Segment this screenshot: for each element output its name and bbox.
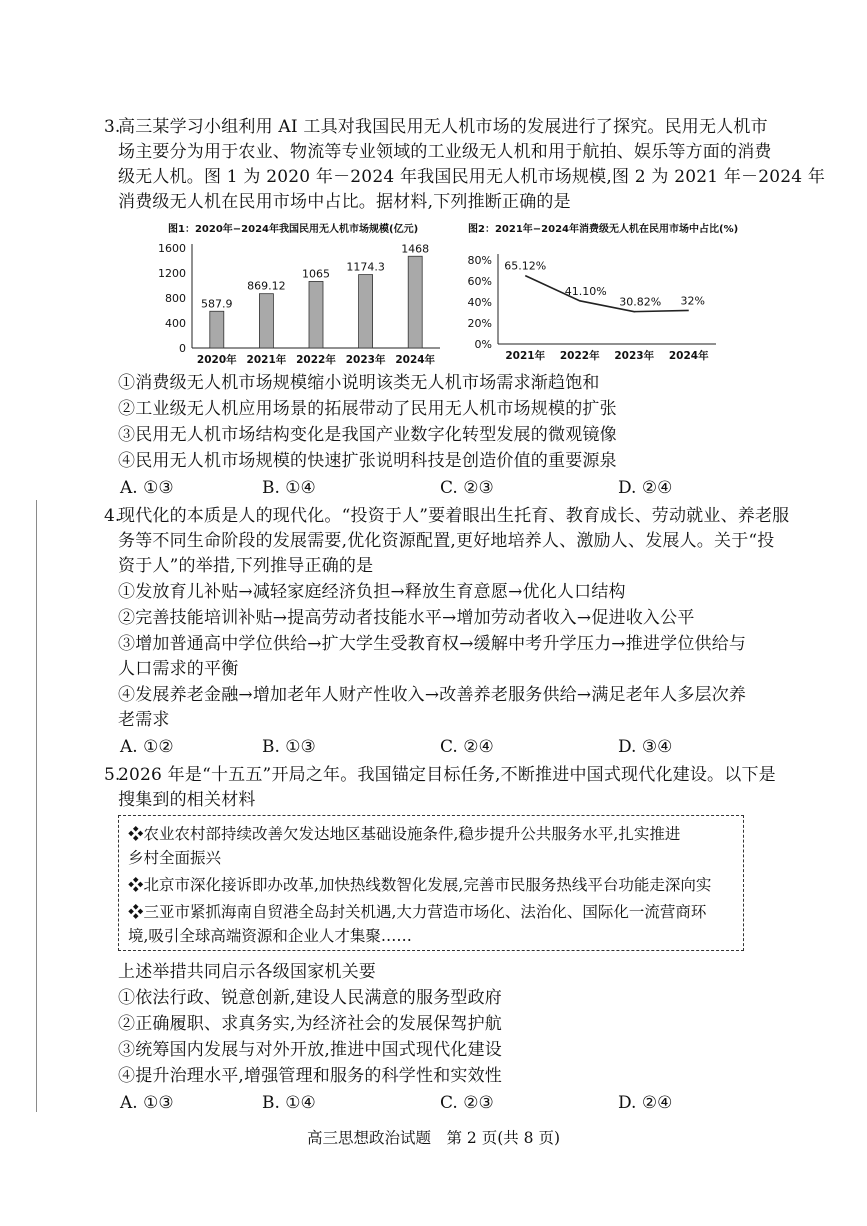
q4-item-4: ④发展养老金融→增加老年人财产性收入→改善养老服务供给→满足老年人多层次养 — [118, 685, 747, 705]
chart2-data-label: 41.10% — [564, 284, 607, 298]
question-5-number: 5. — [104, 765, 121, 785]
q3-option-c[interactable]: C. ②③ — [440, 478, 494, 498]
q3-option-b[interactable]: B. ①④ — [262, 478, 316, 498]
q4-option-a[interactable]: A. ①② — [120, 737, 174, 757]
page-footer: 高三思想政治试题 第 2 页(共 8 页) — [306, 1129, 561, 1147]
chart2-data-label: 65.12% — [504, 259, 547, 273]
q4-item-3: ③增加普通高中学位供给→扩大学生受教育权→缓解中考升学压力→推进学位供给与 — [118, 634, 747, 654]
material-line-2: 乡村全面振兴 — [128, 849, 222, 867]
q3-stem-line-3: 级无人机。图 1 为 2020 年－2024 年我国民用无人机市场规模,图 2 为 2021 年－2024 年 — [118, 167, 826, 187]
chart1-x-tick-label: 2023年 — [345, 354, 386, 366]
q3-item-1: ①消费级无人机市场规模缩小说明该类无人机市场需求渐趋饱和 — [118, 373, 600, 393]
material-line-1: ❖农业农村部持续改善欠发达地区基础设施条件,稳步提升公共服务水平,扎实推进 — [128, 825, 681, 843]
q3-stem-line-1: 高三某学习小组利用 AI 工具对我国民用无人机市场的发展进行了探究。民用无人机市 — [118, 117, 768, 137]
chart2-series-line — [525, 276, 689, 312]
chart2-x-tick-label: 2024年 — [668, 350, 709, 362]
q5-stem-line-1: 2026 年是“十五五”开局之年。我国锚定目标任务,不断推进中国式现代化建设。以下是 — [118, 765, 776, 785]
q5-option-a[interactable]: A. ①③ — [120, 1093, 174, 1113]
q5-item-3: ③统筹国内发展与对外开放,推进中国式现代化建设 — [118, 1040, 503, 1060]
margin-rule — [36, 500, 37, 1112]
q4-option-c[interactable]: C. ②④ — [440, 737, 494, 757]
q5-item-4: ④提升治理水平,增强管理和服务的科学性和实效性 — [118, 1066, 503, 1086]
q3-option-d[interactable]: D. ②④ — [618, 478, 673, 498]
chart1-data-label: 1468 — [401, 242, 430, 256]
chart2-y-tick-label: 20% — [467, 317, 492, 330]
chart2-y-tick-label: 80% — [467, 254, 492, 267]
chart1-y-tick-label: 400 — [165, 317, 186, 330]
chart1-bar — [359, 275, 373, 348]
q4-option-d[interactable]: D. ③④ — [618, 737, 673, 757]
q4-stem-line-3: 资于人”的举措,下列推导正确的是 — [118, 556, 374, 576]
chart1-bar — [309, 281, 323, 348]
material-line-4: ❖三亚市紧抓海南自贸港全岛封关机遇,大力营造市场化、法治化、国际化一流营商环 — [128, 903, 707, 921]
chart1-x-tick-label: 2022年 — [296, 354, 336, 366]
chart1-y-tick-label: 1600 — [158, 242, 186, 255]
q5-item-2: ②正确履职、求真务实,为经济社会的发展保驾护航 — [118, 1014, 503, 1034]
chart2-data-label: 30.82% — [619, 295, 662, 309]
q4-stem-line-1: 现代化的本质是人的现代化。“投资于人”要着眼出生托育、教育成长、劳动就业、养老服 — [118, 506, 790, 526]
chart1-data-label: 587.9 — [201, 297, 233, 311]
chart1-data-label: 1065 — [302, 267, 330, 281]
question-3-number: 3. — [104, 117, 121, 137]
q4-option-b[interactable]: B. ①③ — [262, 737, 316, 757]
question-4-number: 4. — [104, 506, 121, 526]
q5-item-1: ①依法行政、锐意创新,建设人民满意的服务型政府 — [118, 988, 503, 1008]
q5-option-c[interactable]: C. ②③ — [440, 1093, 494, 1113]
material-line-5: 境,吸引全球高端资源和企业人才集聚…… — [128, 927, 412, 945]
chart1-y-tick-label: 0 — [179, 342, 186, 355]
chart2-title: 图2：2021年−2024年消费级无人机在民用市场中占比(%) — [468, 224, 739, 235]
chart1-bar — [408, 256, 422, 348]
chart1-y-tick-label: 1200 — [158, 267, 186, 280]
q3-stem-line-2: 场主要分为用于农业、物流等专业领域的工业级无人机和用于航拍、娱乐等方面的消费 — [118, 142, 772, 162]
chart2-x-tick-label: 2023年 — [614, 350, 655, 362]
chart1-data-label: 1174.3 — [346, 260, 385, 274]
chart1-bar-chart — [158, 236, 448, 376]
q5-option-d[interactable]: D. ②④ — [618, 1093, 673, 1113]
q3-item-2: ②工业级无人机应用场景的拓展带动了民用无人机市场规模的扩张 — [118, 399, 617, 419]
chart1-x-tick-label: 2021年 — [246, 354, 287, 366]
chart1-data-label: 869.12 — [247, 279, 286, 293]
chart2-y-tick-label: 60% — [467, 275, 492, 288]
chart1-x-tick-label: 2020年 — [196, 354, 237, 366]
q3-stem-line-4: 消费级无人机在民用市场中占比。据材料,下列推断正确的是 — [118, 192, 571, 212]
q5-prompt: 上述举措共同启示各级国家机关要 — [118, 962, 376, 982]
chart1-title: 图1：2020年−2024年我国民用无人机市场规模(亿元) — [168, 224, 419, 235]
q4-item-1: ①发放育儿补贴→减轻家庭经济负担→释放生育意愿→优化人口结构 — [118, 582, 626, 602]
q3-item-3: ③民用无人机市场结构变化是我国产业数字化转型发展的微观镜像 — [118, 425, 617, 445]
q4-stem-line-2: 务等不同生命阶段的发展需要,优化资源配置,更好地培养人、激励人、发展人。关于“投 — [118, 531, 775, 551]
q5-stem-line-2: 搜集到的相关材料 — [118, 790, 256, 810]
q3-option-a[interactable]: A. ①③ — [120, 478, 174, 498]
q5-option-b[interactable]: B. ①④ — [262, 1093, 316, 1113]
chart1-bar — [210, 311, 224, 348]
chart2-y-tick-label: 0% — [474, 338, 492, 351]
material-line-3: ❖北京市深化接诉即办改革,加快热线数智化发展,完善市民服务热线平台功能走深向实 — [128, 876, 712, 894]
q4-item-2: ②完善技能培训补贴→提高劳动者技能水平→增加劳动者收入→促进收入公平 — [118, 608, 695, 628]
chart1-y-tick-label: 800 — [165, 292, 186, 305]
chart1-x-tick-label: 2024年 — [395, 354, 436, 366]
q4-item-4-cont: 老需求 — [118, 710, 170, 730]
chart2-line-chart — [462, 236, 722, 376]
chart2-x-tick-label: 2021年 — [505, 350, 546, 362]
q4-item-3-cont: 人口需求的平衡 — [118, 659, 239, 679]
chart2-y-tick-label: 40% — [467, 296, 492, 309]
chart2-data-label: 32% — [680, 294, 705, 308]
chart1-bar — [259, 294, 273, 348]
chart2-x-tick-label: 2022年 — [559, 350, 600, 362]
q3-item-4: ④民用无人机市场规模的快速扩张说明科技是创造价值的重要源泉 — [118, 451, 617, 471]
